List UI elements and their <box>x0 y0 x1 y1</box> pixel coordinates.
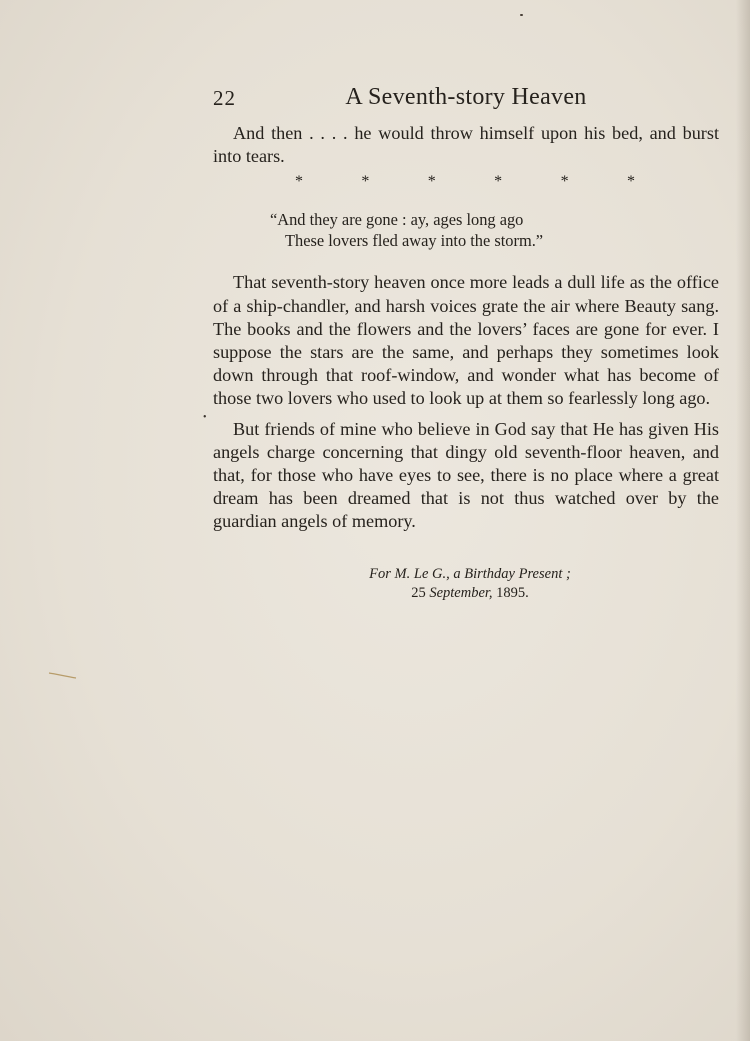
verse-line: These lovers fled away into the storm.” <box>285 231 544 251</box>
section-break-stars <box>295 172 635 192</box>
page-edge-shadow <box>736 0 750 1041</box>
ink-speck <box>520 14 523 16</box>
running-title: A Seventh-story Heaven <box>345 84 587 110</box>
star-ornament: * <box>427 173 436 191</box>
star-ornament: * <box>560 173 569 191</box>
star-ornament: * <box>361 173 370 191</box>
star-ornament: * <box>295 173 303 191</box>
verse-line: “And they are gone : ay, ages long ago <box>270 210 524 230</box>
page-header <box>213 84 719 114</box>
pencil-mark <box>48 670 78 680</box>
body-paragraph: That seventh-story heaven once more leads a dull life as the office of a ship-chandler, and harsh voices grate the air where Beauty sang. The books and the flowers and the lovers’ faces are gone for ever. I suppose the stars are the same, and perhaps they sometimes look down through that roof-window, and wonder what has become of those two lovers who used to look up at them so fearlessly long ago. <box>213 272 719 409</box>
dedication <box>213 565 719 603</box>
body-text <box>213 122 719 534</box>
page-number: 22 <box>213 86 236 110</box>
opening-paragraph: And then . . . . he would throw himself upon his bed, and burst into tears. <box>213 123 719 167</box>
margin-dot: • <box>203 412 207 423</box>
star-ornament: * <box>494 173 503 191</box>
body-paragraph: But friends of mine who believe in God say that He has given His angels charge concerning that dingy old seventh-floor heaven, and that, for those who have eyes to see, there is no place where a great dream has been dreamed that is not thus watched over by the guardian angels of memory. <box>213 418 719 532</box>
star-ornament: * <box>626 173 635 191</box>
verse-quotation <box>213 209 719 251</box>
dedication-line: For M. Le G., a Birthday Present ; <box>369 566 571 582</box>
dedication-date <box>213 584 719 603</box>
dedication-year: 1895. <box>496 585 529 601</box>
dedication-month: September, <box>429 585 493 601</box>
dedication-day: 25 <box>411 585 426 601</box>
